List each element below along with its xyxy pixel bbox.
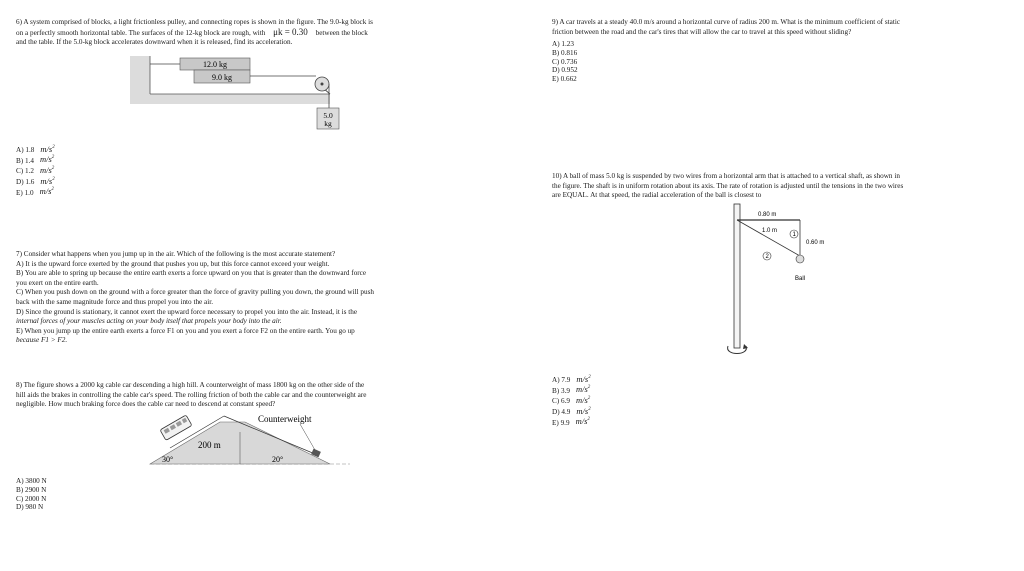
- q6-line-1: 6) A system comprised of blocks, a light frictionless pulley, and connecting ropes is shown in the figure. The 9.0-kg block is: [16, 18, 373, 26]
- q6-options: [16, 144, 55, 197]
- angle-left: 30°: [162, 455, 174, 464]
- q8-figure: [140, 408, 370, 468]
- q9-line-1: 9) A car travels at a steady 40.0 m/s around a horizontal curve of radius 200 m. What is the minimum coefficient of static: [552, 18, 901, 26]
- q9-line-2: friction between the road and the car's tires that will allow the car to travel at this speed without sliding?: [552, 27, 852, 36]
- table: [150, 94, 330, 104]
- q6-option-b[interactable]: B) 1.4 $m/s^2$: [16, 154, 55, 165]
- q10-line-2: the figure. The shaft is in uniform rotation about its axis. The rate of rotation is adjusted until the tensions in the two wires: [552, 181, 904, 190]
- q10-option-c[interactable]: C) 6.9 $m/s^2$: [552, 395, 591, 406]
- height-label: 200 m: [198, 440, 221, 450]
- q7-option-e[interactable]: E) When you jump up the entire earth exerts a force F1 on you and you exert a force F2 on the entire earth. You go up: [16, 326, 355, 335]
- ball: [796, 255, 804, 263]
- q8-option-c[interactable]: C) 2000 N: [16, 494, 47, 503]
- wire-1-label: 1.0 m: [762, 228, 778, 234]
- q6-figure: [130, 52, 360, 132]
- q6-line-2b: between the block: [315, 28, 368, 37]
- q6-option-a[interactable]: A) 1.8 $m/s^2$: [16, 143, 55, 154]
- q10-options: [552, 374, 591, 427]
- vertical-label: 0.60 m: [806, 240, 825, 246]
- q7-option-e-cont[interactable]: because F1 > F2.: [16, 336, 68, 345]
- q10-option-d[interactable]: D) 4.9 $m/s^2$: [552, 405, 591, 416]
- question-10: [552, 172, 1012, 201]
- wire-label-2: 2: [765, 254, 769, 260]
- wire-label-1: 1: [792, 232, 796, 238]
- angle-right: 20°: [272, 455, 284, 464]
- mu-expression: μk = 0.30: [273, 26, 308, 37]
- q6-line-2a: on a perfectly smooth horizontal table. The surfaces of the 12-kg block are rough, with: [16, 28, 266, 37]
- q8-option-b[interactable]: B) 2900 N: [16, 485, 47, 494]
- q6-option-c[interactable]: C) 1.2 $m/s^2$: [16, 165, 55, 176]
- q10-option-a[interactable]: A) 7.9 $m/s^2$: [552, 373, 591, 384]
- q9-option-b[interactable]: B) 0.816: [552, 48, 578, 57]
- q8-line-3: negligible. How much braking force does the cable car need to descend at constant speed?: [16, 400, 276, 409]
- q8-line-1: 8) The figure shows a 2000 kg cable car descending a high hill. A counterweight of mass 1800 kg on the other side of the: [16, 381, 365, 389]
- q10-line-1: 10) A ball of mass 5.0 kg is suspended by two wires from a horizontal arm that is attached to a vertical shaft, as shown in: [552, 172, 900, 180]
- block-5kg-label-2: kg: [324, 119, 332, 128]
- q10-figure: [720, 200, 860, 370]
- block-12kg-label: 12.0 kg: [203, 60, 227, 69]
- q6-option-d[interactable]: D) 1.6 $m/s^2$: [16, 175, 55, 186]
- vertical-shaft: [734, 204, 740, 348]
- q7-option-b-cont[interactable]: you exert on the entire earth.: [16, 278, 99, 287]
- q9-option-c[interactable]: C) 0.736: [552, 57, 578, 66]
- q9-option-e[interactable]: E) 0.662: [552, 75, 577, 84]
- q8-options: [16, 477, 47, 512]
- q10-option-e[interactable]: E) 9.9 $m/s^2$: [552, 416, 590, 427]
- q6-option-e[interactable]: E) 1.0 $m/s^2$: [16, 186, 54, 197]
- q9-option-d[interactable]: D) 0.952: [552, 66, 578, 75]
- arm-label: 0.80 m: [758, 212, 777, 218]
- q7-option-d[interactable]: D) Since the ground is stationary, it cannot exert the upward force necessary to propel you into the air. Instead, it is the: [16, 307, 358, 316]
- q7-option-a[interactable]: A) It is the upward force exerted by the ground that pushes you up, but this force cannot exceed your weight.: [16, 259, 330, 268]
- table-wall: [130, 56, 150, 104]
- question-7: [16, 250, 476, 346]
- ball-label: Ball: [795, 276, 806, 282]
- cable-car: [160, 415, 192, 440]
- question-8: [16, 381, 476, 410]
- wire-1: [737, 220, 800, 256]
- q10-option-b[interactable]: B) 3.9 $m/s^2$: [552, 384, 591, 395]
- q9-option-a[interactable]: A) 1.23: [552, 40, 574, 48]
- counterweight-label: Counterweight: [258, 414, 312, 424]
- question-6: [16, 18, 476, 48]
- q7-option-b[interactable]: B) You are able to spring up because the entire earth exerts a force upward on you that is greater than the downward force: [16, 269, 367, 278]
- block-9kg-label: 9.0 kg: [212, 73, 232, 82]
- question-9: [552, 18, 1012, 37]
- q7-option-c[interactable]: C) When you push down on the ground with a force greater than the force of gravity pulling you down, the ground will push: [16, 288, 374, 297]
- q9-options: [552, 40, 578, 84]
- block-5kg-label-1: 5.0: [323, 111, 333, 120]
- q8-line-2: hill aids the brakes in controlling the cable car's speed. The rolling friction of both the cable car and the counterweight are: [16, 390, 367, 399]
- q7-question: 7) Consider what happens when you jump up in the air. Which of the following is the most accurate statement?: [16, 250, 336, 258]
- q7-option-c-cont[interactable]: back with the same magnitude force and thus propel you into the air.: [16, 297, 214, 306]
- q8-option-d[interactable]: D) 980 N: [16, 503, 44, 512]
- q8-option-a[interactable]: A) 3800 N: [16, 477, 47, 485]
- q6-line-3: and the table. If the 5.0-kg block accelerates downward when it is released, find its acceleration.: [16, 38, 293, 47]
- q10-line-3: are EQUAL. At that speed, the radial acceleration of the ball is closest to: [552, 191, 762, 200]
- q7-option-d-cont[interactable]: internal forces of your muscles acting on your body itself that propels your body into the air.: [16, 317, 282, 326]
